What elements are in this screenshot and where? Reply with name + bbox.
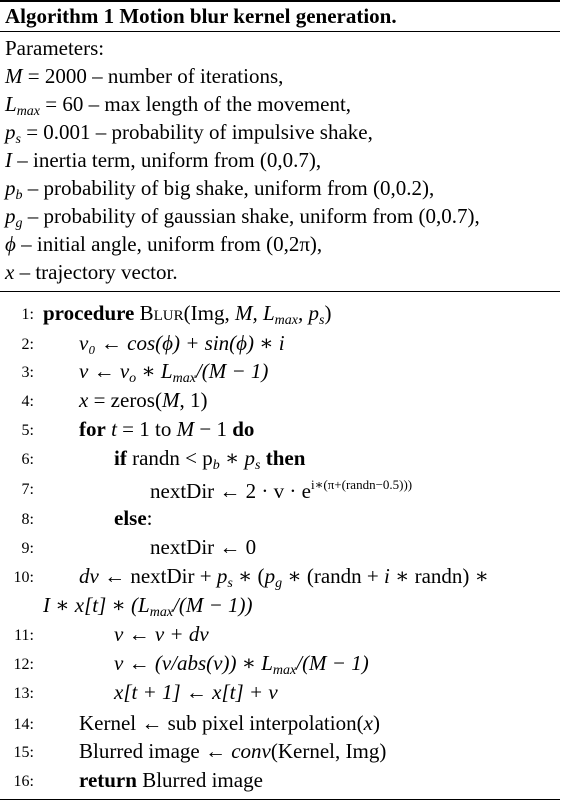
code-line-2: v₀ ← cos(ϕ) + sin(ϕ) ∗ i xyxy=(79,331,285,355)
code-line-8: else: xyxy=(114,506,153,530)
line-number: 13: xyxy=(13,685,34,702)
algorithm-title-text: Motion blur kernel generation. xyxy=(119,4,397,28)
title-rule xyxy=(0,31,560,32)
line-number: 7: xyxy=(21,481,34,498)
param-x: x – trajectory vector. xyxy=(5,260,178,284)
code-line-14: Kernel ← sub pixel interpolation(x) xyxy=(79,711,380,735)
line-number: 3: xyxy=(21,364,34,381)
line-number: 5: xyxy=(21,422,34,439)
line-number: 16: xyxy=(13,773,34,790)
code-line-4: x = zeros(M, 1) xyxy=(79,388,208,412)
params-rule xyxy=(0,291,560,292)
bottom-rule xyxy=(0,799,560,800)
code-line-15: Blurred image ← conv(Kernel, Img) xyxy=(79,739,387,763)
code-line-1: procedure Blur(Img, M, $L_{max}$, $p_s$) xyxy=(43,301,332,328)
line-number: 1: xyxy=(21,306,34,323)
param-phi: ϕ – initial angle, uniform from (0,2π), xyxy=(5,232,323,256)
line-number: 15: xyxy=(13,744,34,761)
line-number: 10: xyxy=(13,569,34,586)
param-M: M = 2000 – number of iterations, xyxy=(5,64,284,88)
code-line-3: v ← $v_o$ ∗ $L_{max}/(M - 1)$ xyxy=(79,359,269,386)
line-number: 6: xyxy=(21,451,34,468)
code-line-5: for t = 1 to M − 1 do xyxy=(79,417,255,441)
line-number: 11: xyxy=(14,627,34,644)
code-line-13: x[t + 1] ← x[t] + v xyxy=(114,680,278,704)
param-ps: $p_s = 0.001$ – probability of impulsive shake, xyxy=(5,120,373,147)
line-number: 14: xyxy=(13,716,34,733)
code-line-12: v ← (v/abs(v)) ∗ $L_{max}/(M - 1)$ xyxy=(114,651,369,678)
code-line-10a: dv ← nextDir + $p_s$ ∗ ($p_g$ ∗ (randn + i ∗ randn) ∗ xyxy=(79,564,489,591)
code-line-7: nextDir ← $2 \cdot v \cdot e^{i∗(\pi+(randn-0.5)))}$ xyxy=(150,477,413,503)
line-number: 4: xyxy=(21,393,34,410)
code-line-11: v ← v + dv xyxy=(114,622,209,646)
line-number: 2: xyxy=(21,336,34,353)
param-pb: $p_b$ – probability of big shake, uniform from (0,0.2), xyxy=(5,176,435,203)
param-I: I – inertia term, uniform from (0,0.7), xyxy=(5,148,322,172)
line-number: 8: xyxy=(21,511,34,528)
code-line-6: if randn < $p_b$ ∗ $p_s$ then xyxy=(114,446,306,473)
param-pg: $p_g$ – probability of gaussian shake, uniform from (0,0.7), xyxy=(5,204,480,231)
parameters-heading: Parameters: xyxy=(5,36,105,60)
line-number: 9: xyxy=(21,540,34,557)
top-rule xyxy=(0,0,560,2)
line-number: 12: xyxy=(13,656,34,673)
algorithm-title xyxy=(5,4,397,29)
code-line-9: nextDir ← 0 xyxy=(150,535,257,559)
code-line-16: return Blurred image xyxy=(79,768,263,792)
code-line-10b: I ∗ x[t] ∗ $(L_{max}/(M - 1))$ xyxy=(43,593,253,620)
param-Lmax: $L_{max} = 60 - \max$ length of the movement, xyxy=(5,92,352,119)
algorithm-label: Algorithm 1 xyxy=(5,4,115,28)
